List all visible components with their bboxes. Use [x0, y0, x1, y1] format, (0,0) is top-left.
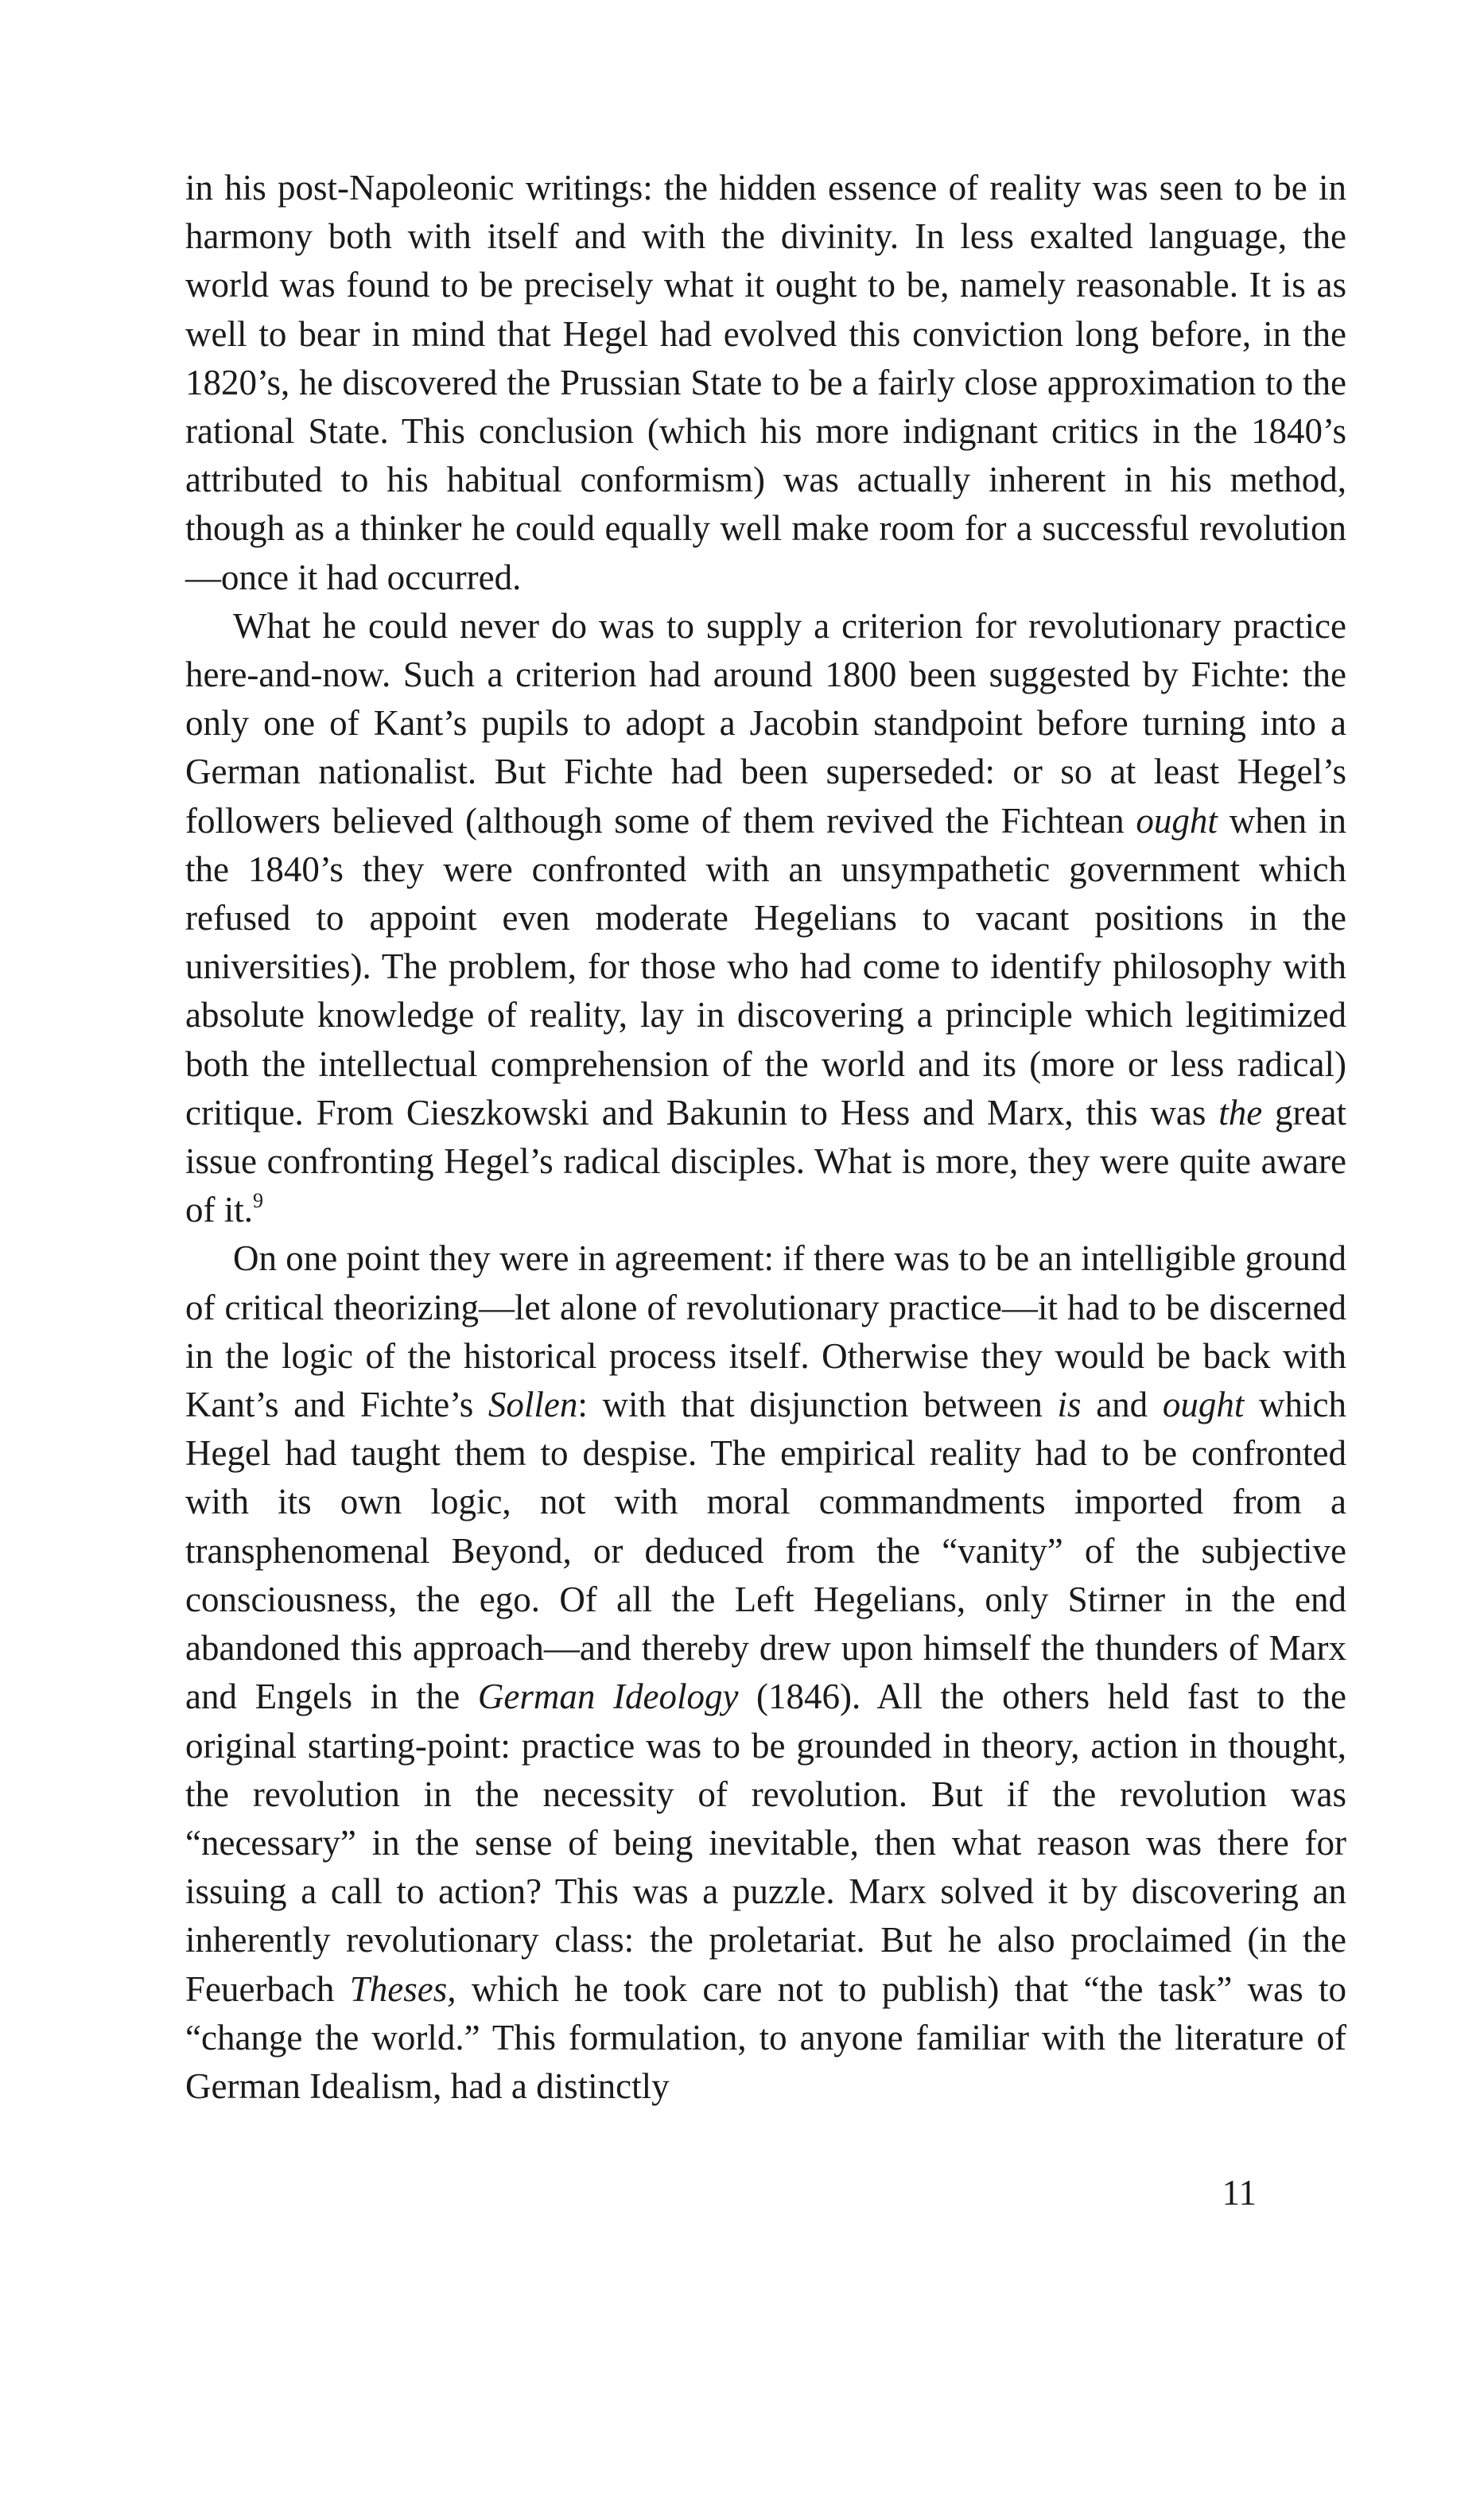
- italic-text: Theses,: [349, 1968, 456, 2009]
- page-number: 11: [1222, 2173, 1257, 2213]
- italic-text: German Ideology: [477, 1677, 739, 1717]
- text-run: when in the 1840’s they were confronted with an unsympathetic government which refused to appoint even moderate Hegelians to vacant positions in the universities). The problem, for those who had come to identify philosophy with absolute knowledge of reality, lay in discovering a principle which legitimized both the intellectual comprehension of the world and its (more or less radical) critique. From Cieszkowski and Bakunin to Hess and Marx, this was: [185, 800, 1346, 1133]
- text-run: : with that disjunction between: [577, 1385, 1058, 1425]
- italic-text: ought: [1136, 800, 1218, 841]
- italic-text: the: [1218, 1092, 1263, 1133]
- text-run: great issue confronting Hegel’s radical disciples. What is more, they were quite aware of it.: [185, 1092, 1346, 1230]
- text-run: which he took care not to publish) that “the task” was to “change the world.” This formulation, to anyone familiar with the literature of German Idealism, had a distinctly: [185, 1968, 1347, 2106]
- paragraph-3: [185, 1234, 1346, 2111]
- footnote-marker: 9: [253, 1189, 263, 1213]
- text-run: and: [1081, 1385, 1163, 1425]
- body-text: [185, 164, 1346, 2111]
- italic-text: is: [1057, 1385, 1082, 1425]
- text-run: On one point they were in agreement: if there was to be an intelligible ground of critical theorizing—let alone of revolutionary practice—it had to be discerned in the logic of the historical process itself. Otherwise they would be back with Kant’s and Fichte’s: [185, 1238, 1346, 1425]
- text-run: (1846). All the others held fast to the original starting-point: practice was to be grounded in theory, action in thought, the revolution in the necessity of revolution. But if the revolution was “necessary” in the sense of being inevitable, then what reason was there for issuing a call to action? This was a puzzle. Marx solved it by discovering an inherently revolutionary class: the proletariat. But he also proclaimed (in the Feuerbach: [185, 1677, 1346, 2009]
- italic-text: ought: [1162, 1385, 1245, 1425]
- paragraph-2: [185, 602, 1346, 1235]
- text-run: which Hegel had taught them to despise. The empirical reality had to be confronted with its own logic, not with moral commandments imported from a transphenomenal Beyond, or deduced from the “vanity” of the subjective consciousness, the ego. Of all the Left Hegelians, only Stirner in the end abandoned this approach—and thereby drew upon himself the thunders of Marx and Engels in the: [185, 1385, 1346, 1717]
- italic-text: Sollen: [488, 1385, 578, 1425]
- paragraph-1: [185, 164, 1346, 602]
- text-run: What he could never do was to supply a criterion for revolutionary practice here-and-now. Such a criterion had around 1800 been suggested by Fichte: the only one of Kant’s pupils to adopt a Jacobin standpoint before turning into a German nationalist. But Fichte had been superseded: or so at least Hegel’s followers believed (although some of them revived the Fichtean: [185, 605, 1346, 841]
- text-run: in his post-Napoleonic writings: the hidden essence of reality was seen to be in harmony both with itself and with the divinity. In less exalted language, the world was found to be precisely what it ought to be, namely reasonable. It is as well to bear in mind that Hegel had evolved this conviction long before, in the 1820’s, he discovered the Prussian State to be a fairly close approximation to the rational State. This conclusion (which his more indignant critics in the 1840’s attributed to his habitual conformism) was actually inherent in his method, though as a thinker he could equally well make room for a successful revolution—once it had occurred.: [185, 168, 1346, 597]
